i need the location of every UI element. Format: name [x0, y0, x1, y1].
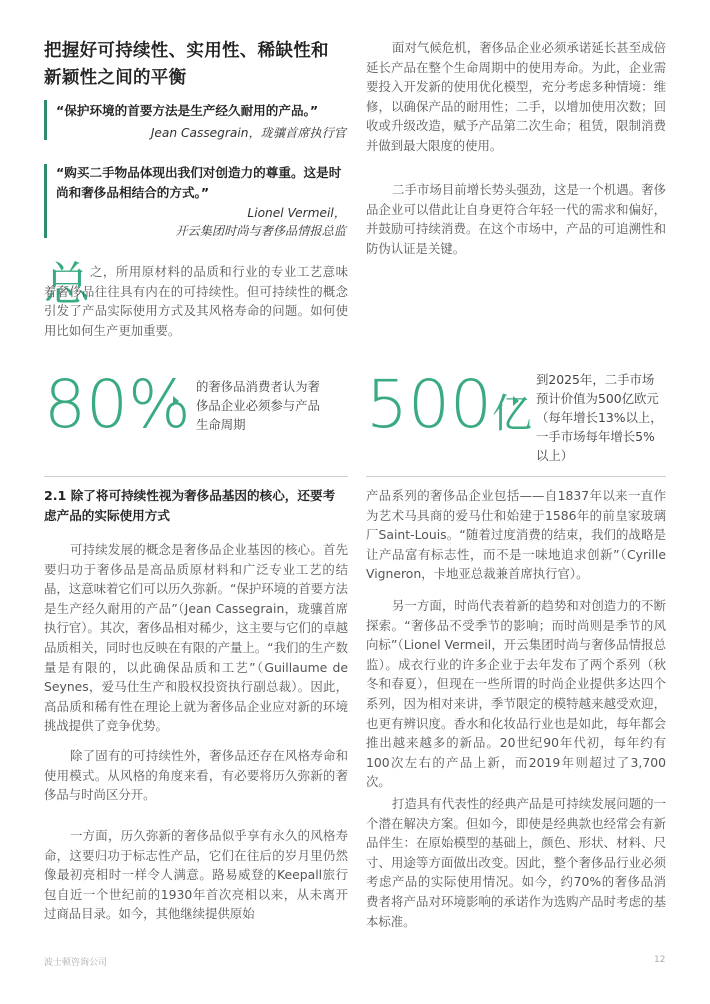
section-divider-right [366, 476, 666, 477]
section-left-paragraph-1: 可持续发展的概念是奢侈品企业基因的核心。首先要归功于奢侈品是高品质原材料和广泛专业工艺的结晶，这意味着它们可以历久弥新。“保护环境的首要方法是生产经久耐用的产品”（Jean Cassegrain，珑骧首席执行官）。其次，奢侈品相对稀少，这主要与它们的卓越品质相关，同时也反映在有限的产量上。“我们的生产数量是有限的，以此确保品质和工艺”（Guillaume de Seynes，爱马仕生产和股权投资执行副总裁）。因此，高品质和稀有性在理论上就为奢侈品企业应对新的环境挑战提供了竞争优势。 [44, 542, 348, 734]
footer-brand: 波士顿咨询公司 [44, 958, 108, 968]
quote2-text: “购买二手物品体现出我们对创造力的尊重。这是时尚和奢侈品相结合的方式。” [56, 165, 342, 200]
stat-500-text: 到2025年，二手市场预计价值为500亿欧元（每年增长13%以上，一手市场每年增长5%以上） [536, 372, 663, 463]
stat-500-value [366, 368, 532, 451]
right-top-paragraph-2: 二手市场目前增长势头强劲，这是一个机遇。奢侈品企业可以借此让自身更符合年轻一代的需求和偏好，并鼓励可持续消费。在这个市场中，产品的可追溯性和防伪认证是关键。 [366, 182, 666, 256]
section-divider-left [44, 476, 348, 477]
stat-500-unit: 亿 [491, 391, 532, 437]
section-left-paragraph-3: 一方面，历久弥新的奢侈品似乎享有永久的风格寿命，这要归功于标志性产品，它们在往后的岁月里仍然像最初亮相时一样令人满意。路易威登的Keepall旅行包自近一个世纪前的1930年首次亮相以来，从未离开过商品目录。如今，其他继续提供原始 [44, 828, 348, 922]
section-left-paragraph-2: 除了固有的可持续性外，奢侈品还存在风格寿命和使用模式。从风格的角度来看，有必要将历久弥新的奢侈品与时尚区分开。 [44, 748, 348, 803]
section-right-paragraph-3: 打造具有代表性的经典产品是可持续发展问题的一个潜在解决方案。但如今，即使是经典款也经常会有新品伴生：在原始模型的基础上，颜色、形状、材料、尺寸、用途等方面做出改变。因此，整个奢侈品行业必须考虑产品的实际使用情况。如今，约70%的奢侈品消费者将产品对环境影响的承诺作为选购产品时考虑的基本标准。 [366, 796, 666, 929]
quote2-bar [44, 164, 47, 238]
quote1-attribution: Jean Cassegrain，珑骧首席执行官 [150, 126, 346, 140]
stat-500-arrow-icon [513, 396, 519, 406]
stat-80-arrow-icon [173, 396, 179, 406]
quote1-bar [44, 100, 47, 140]
page-number: 12 [654, 955, 666, 965]
section-heading: 2.1 除了将可持续性视为奢侈品基因的核心，还要考虑产品的实际使用方式 [44, 488, 336, 523]
stat-500-number: 500 [366, 366, 492, 443]
section-right-paragraph-1: 产品系列的奢侈品企业包括——自1837年以来一直作为艺术马具商的爱马仕和始建于1586年的前皇家玻璃厂Saint-Louis。“随着过度消费的结束，我们的战略是让产品富有标志性，而不是一味地追求创新”（Cyrille Vigneron，卡地亚总裁兼首席执行官）。 [366, 488, 666, 582]
quote2-attribution-title: 开云集团时尚与奢侈品情报总监 [175, 224, 346, 238]
section-right-paragraph-2: 另一方面，时尚代表着新的趋势和对创造力的不断探索。“奢侈品不受季节的影响；而时尚则是季节的风向标”（Lionel Vermeil，开云集团时尚与奢侈品情报总监）。成衣行业的许多企业于去年发布了两个系列（秋冬和春夏），但现在一些所谓的时尚企业提供多达四个系列，因为相对来讲，季节限定的模特越来越受欢迎，也更有辨识度。香水和化妆品行业也是如此，每年都会推出越来越多的新品。20世纪90年代初，每年约有100次左右的产品上新，而2019年则超过了3,700次。 [366, 598, 666, 790]
dropcap: 总 [44, 257, 90, 311]
quote1-text: “保护环境的首要方法是生产经久耐用的产品。” [56, 103, 319, 118]
stat-80-value: 80% [44, 366, 191, 443]
intro-paragraph: 之，所用原材料的品质和行业的专业工艺意味着奢侈品往往具有内在的可持续性。但可持续性的概念引发了产品实际使用方式及其风格寿命的问题。如何使用比如何生产更加重要。 [44, 264, 348, 338]
stat-80-text: 的奢侈品消费者认为奢侈品企业必须参与产品生命周期 [196, 379, 320, 432]
right-top-paragraph-1: 面对气候危机，奢侈品企业必须承诺延长甚至成倍延长产品在整个生命周期中的使用寿命。为此，企业需要投入开发新的使用优化模型，充分考虑多种情境：维修，以确保产品的耐用性；二手，以增加使用次数；回收或升级改造，赋予产品第二次生命；租赁，限制消费并做到最大限度的使用。 [366, 40, 666, 153]
quote2-attribution-name: Lionel Vermeil， [247, 206, 346, 220]
page-heading: 把握好可持续性、实用性、稀缺性和新颖性之间的平衡 [44, 41, 329, 88]
